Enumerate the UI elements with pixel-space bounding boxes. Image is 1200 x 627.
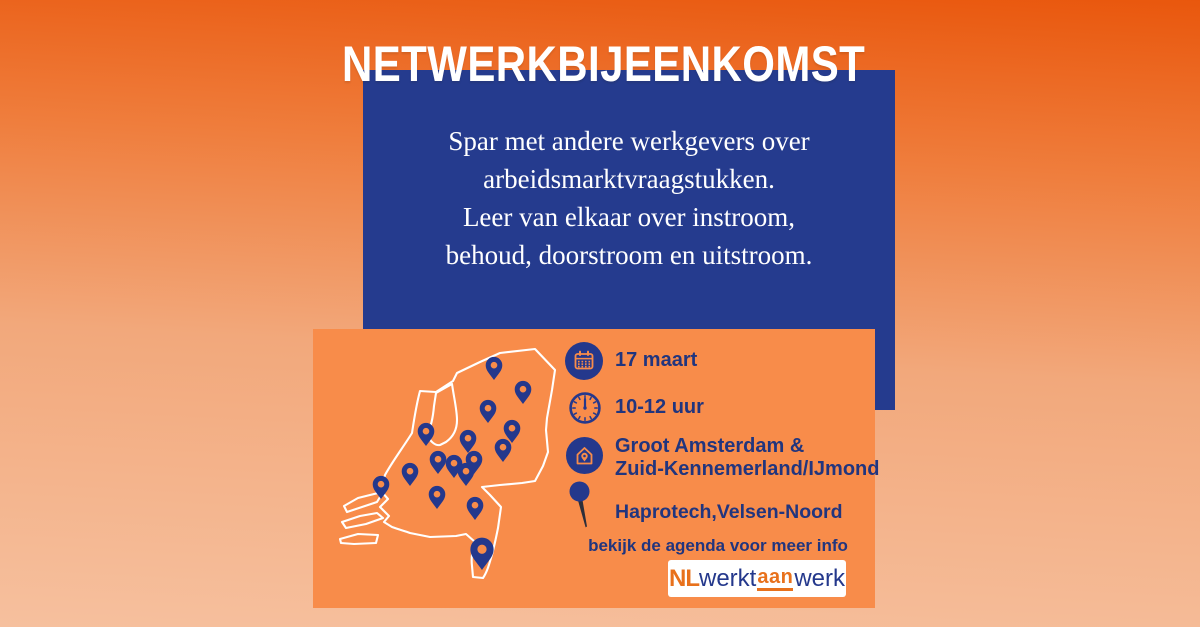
- netherlands-map: [330, 330, 560, 610]
- map-pin: [430, 451, 447, 474]
- map-island: [342, 513, 383, 528]
- map-pin: [460, 430, 477, 453]
- map-island: [340, 534, 378, 544]
- house-location-icon: [566, 437, 603, 474]
- event-card: [313, 329, 880, 608]
- map-pin: [458, 463, 475, 486]
- event-date: 17 maart: [615, 349, 698, 371]
- map-pin: [504, 420, 521, 443]
- logo-werk: werk: [794, 564, 845, 592]
- logo-nl: NL: [669, 564, 699, 592]
- intro-line: Spar met andere werkgevers over: [448, 126, 810, 156]
- map-pin: [480, 400, 497, 423]
- intro-line: Leer van elkaar over instroom,: [462, 202, 796, 232]
- event-time: 10-12 uur: [615, 396, 704, 418]
- clock-icon: [567, 390, 603, 426]
- logo-werkt: werkt: [699, 564, 757, 592]
- event-location: Haprotech,Velsen-Noord: [615, 501, 843, 523]
- calendar-icon: [565, 342, 603, 380]
- map-pin-large: [470, 538, 493, 570]
- map-pin: [495, 439, 512, 462]
- map-pin: [467, 497, 484, 520]
- intro-line: arbeidsmarktvraagstukken.: [483, 164, 775, 194]
- map-pin: [515, 381, 532, 404]
- map-pin: [373, 476, 390, 499]
- page-title: NETWERKBIJEENKOMST: [342, 36, 866, 92]
- pushpin-icon: [569, 481, 595, 529]
- event-region-line1: Groot Amsterdam &: [615, 435, 805, 457]
- map-island: [344, 492, 383, 512]
- map-pin: [402, 463, 419, 486]
- logo-aan: aan: [757, 567, 793, 591]
- cta-text: bekijk de agenda voor meer info: [588, 536, 848, 555]
- event-region-line2: Zuid-Kennemerland/IJmond: [615, 458, 880, 480]
- map-pin: [429, 486, 446, 509]
- map-pin: [486, 357, 503, 380]
- intro-text: [363, 122, 895, 274]
- intro-line: behoud, doorstroom en uitstroom.: [445, 240, 813, 270]
- event-region: [615, 435, 879, 481]
- logo-box: [668, 560, 846, 597]
